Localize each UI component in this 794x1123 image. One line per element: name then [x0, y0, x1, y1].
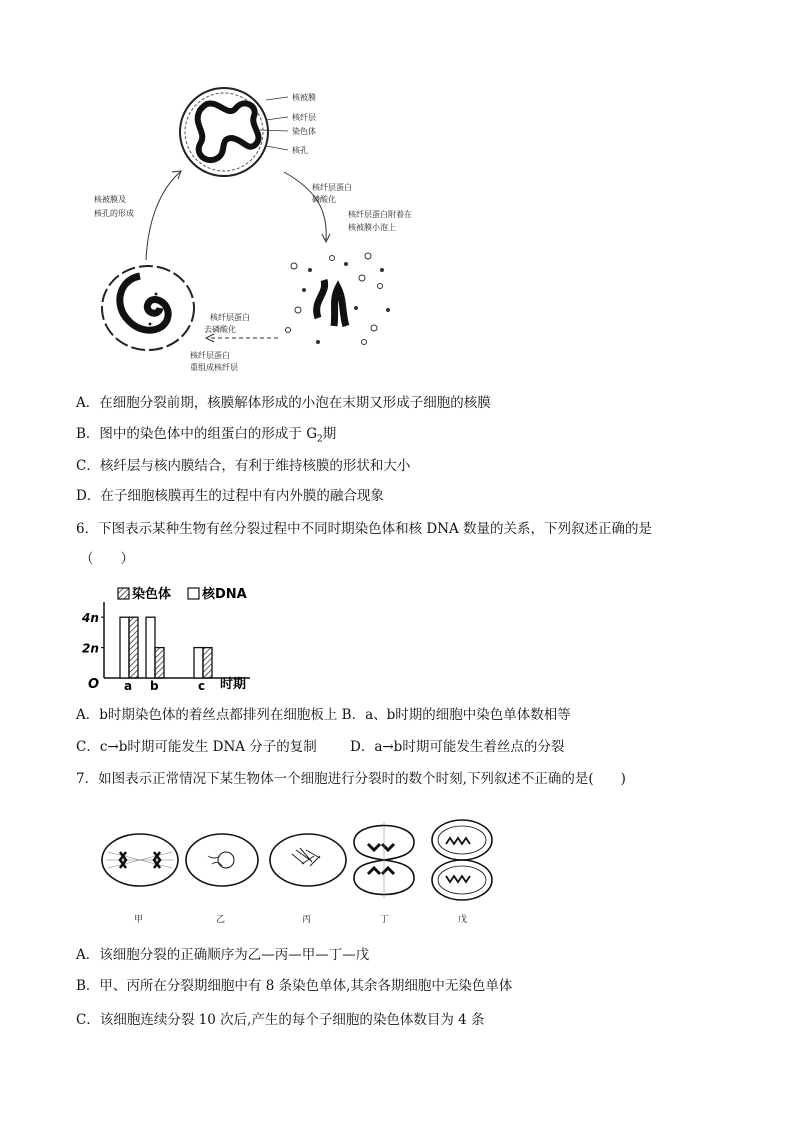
- label-lamin-attach-2: 核被膜小泡上: [348, 223, 396, 232]
- cell-label-yi: 乙: [216, 915, 226, 925]
- cell-jia: [102, 834, 178, 886]
- label-nuclear-pore: 核孔: [292, 146, 308, 155]
- legend-label-chromosome: 染色体: [132, 587, 172, 602]
- interphase-nucleus: [180, 88, 268, 176]
- q5-option-d: D．在子细胞核膜再生的过程中有内外膜的融合现象: [76, 488, 384, 504]
- label-lamin-phos-1: 核纤层蛋白: [312, 183, 352, 192]
- chromosome-dna-chart: [80, 580, 280, 692]
- cell-ding: [354, 822, 414, 898]
- label-lamin-attach-1: 核纤层蛋白附着在: [348, 210, 412, 219]
- label-envelope-form-1: 核被膜及: [94, 195, 126, 204]
- x-tick-label-a: a: [124, 679, 133, 692]
- q5-option-a: A．在细胞分裂前期，核膜解体形成的小泡在末期又形成子细胞的核膜: [76, 395, 491, 411]
- q6-option-d: D．a→b时期可能发生着丝点的分裂: [350, 739, 565, 755]
- cell-label-bing: 丙: [302, 915, 312, 925]
- label-lamina: 核纤层: [292, 113, 316, 122]
- q6-option-c: C．c→b时期可能发生 DNA 分子的复制: [76, 739, 317, 755]
- origin-label: O: [88, 677, 100, 692]
- q7-option-c: C．该细胞连续分裂 10 次后,产生的每个子细胞的染色体数目为 4 条: [76, 1012, 485, 1028]
- cell-wu: [432, 820, 492, 900]
- label-nuclear-envelope: 核被膜: [292, 93, 316, 102]
- label-chromosome: 染色体: [292, 127, 316, 136]
- label-lamin-reform-1: 核纤层蛋白: [190, 351, 230, 360]
- x-axis-label: 时期: [220, 677, 247, 692]
- bar-chromosome-b: [155, 648, 164, 678]
- q5-option-b-text: B．图中的染色体中的组蛋白的形成于 G: [76, 426, 317, 442]
- bar-dna-a: [120, 617, 129, 678]
- fragmented-nucleus: [286, 253, 391, 345]
- label-lamin-dephos-2: 去磷酸化: [204, 325, 236, 334]
- q5-option-b-subscript: 2: [317, 434, 323, 445]
- legend-label-dna: 核DNA: [202, 587, 247, 602]
- q6-stem: 6．下图表示某种生物有丝分裂过程中不同时期染色体和核 DNA 数量的关系，下列叙述正确的是: [76, 521, 653, 537]
- bar-dna-c: [194, 648, 203, 678]
- q6-options-row1: A．b时期染色体的着丝点都排列在细胞板上 B．a、b时期的细胞中染色单体数相等: [76, 707, 571, 723]
- q5-option-b-tail: 期: [322, 426, 337, 442]
- y-tick-label-0: 4n: [82, 611, 99, 626]
- bar-chromosome-a: [129, 617, 138, 678]
- x-tick-label-b: b: [150, 679, 159, 692]
- reforming-nucleus: [102, 266, 194, 350]
- cell-bing: [270, 834, 346, 886]
- q5-option-c: C．核纤层与核内膜结合，有利于维持核膜的形状和大小: [76, 458, 411, 474]
- y-tick-label-1: 2n: [82, 641, 99, 656]
- q7-stem: 7．如图表示正常情况下某生物体一个细胞进行分裂时的数个时刻,下列叙述不正确的是( ): [76, 771, 626, 787]
- q6-blank: （ ）: [80, 551, 134, 567]
- bar-chromosome-c: [203, 648, 212, 678]
- cell-yi: [186, 834, 258, 886]
- mitosis-cells-diagram: [96, 816, 506, 928]
- chart-svg: [80, 580, 280, 692]
- label-lamin-dephos-1: 核纤层蛋白: [210, 313, 250, 322]
- q7-option-a: A．该细胞分裂的正确顺序为乙—丙—甲—丁—戊: [76, 947, 370, 963]
- q7-option-b: B．甲、丙所在分裂期细胞中有 8 条染色单体,其余各期细胞中无染色单体: [76, 978, 513, 994]
- bar-dna-b: [146, 617, 155, 678]
- x-tick-label-c: c: [198, 679, 206, 692]
- cell-label-jia: 甲: [134, 915, 144, 925]
- legend-swatch-chromosome: [118, 588, 129, 599]
- cell-label-wu: 戊: [458, 915, 468, 925]
- q5-option-b: [76, 425, 336, 449]
- label-envelope-form-2: 核孔的形成: [94, 209, 134, 218]
- mitosis-cells-figure: [96, 816, 506, 928]
- legend-swatch-dna: [188, 588, 199, 599]
- cell-label-ding: 丁: [380, 915, 390, 925]
- label-lamin-phos-2: 磷酸化: [312, 195, 336, 204]
- label-lamin-reform-2: 重组成核纤层: [190, 363, 238, 372]
